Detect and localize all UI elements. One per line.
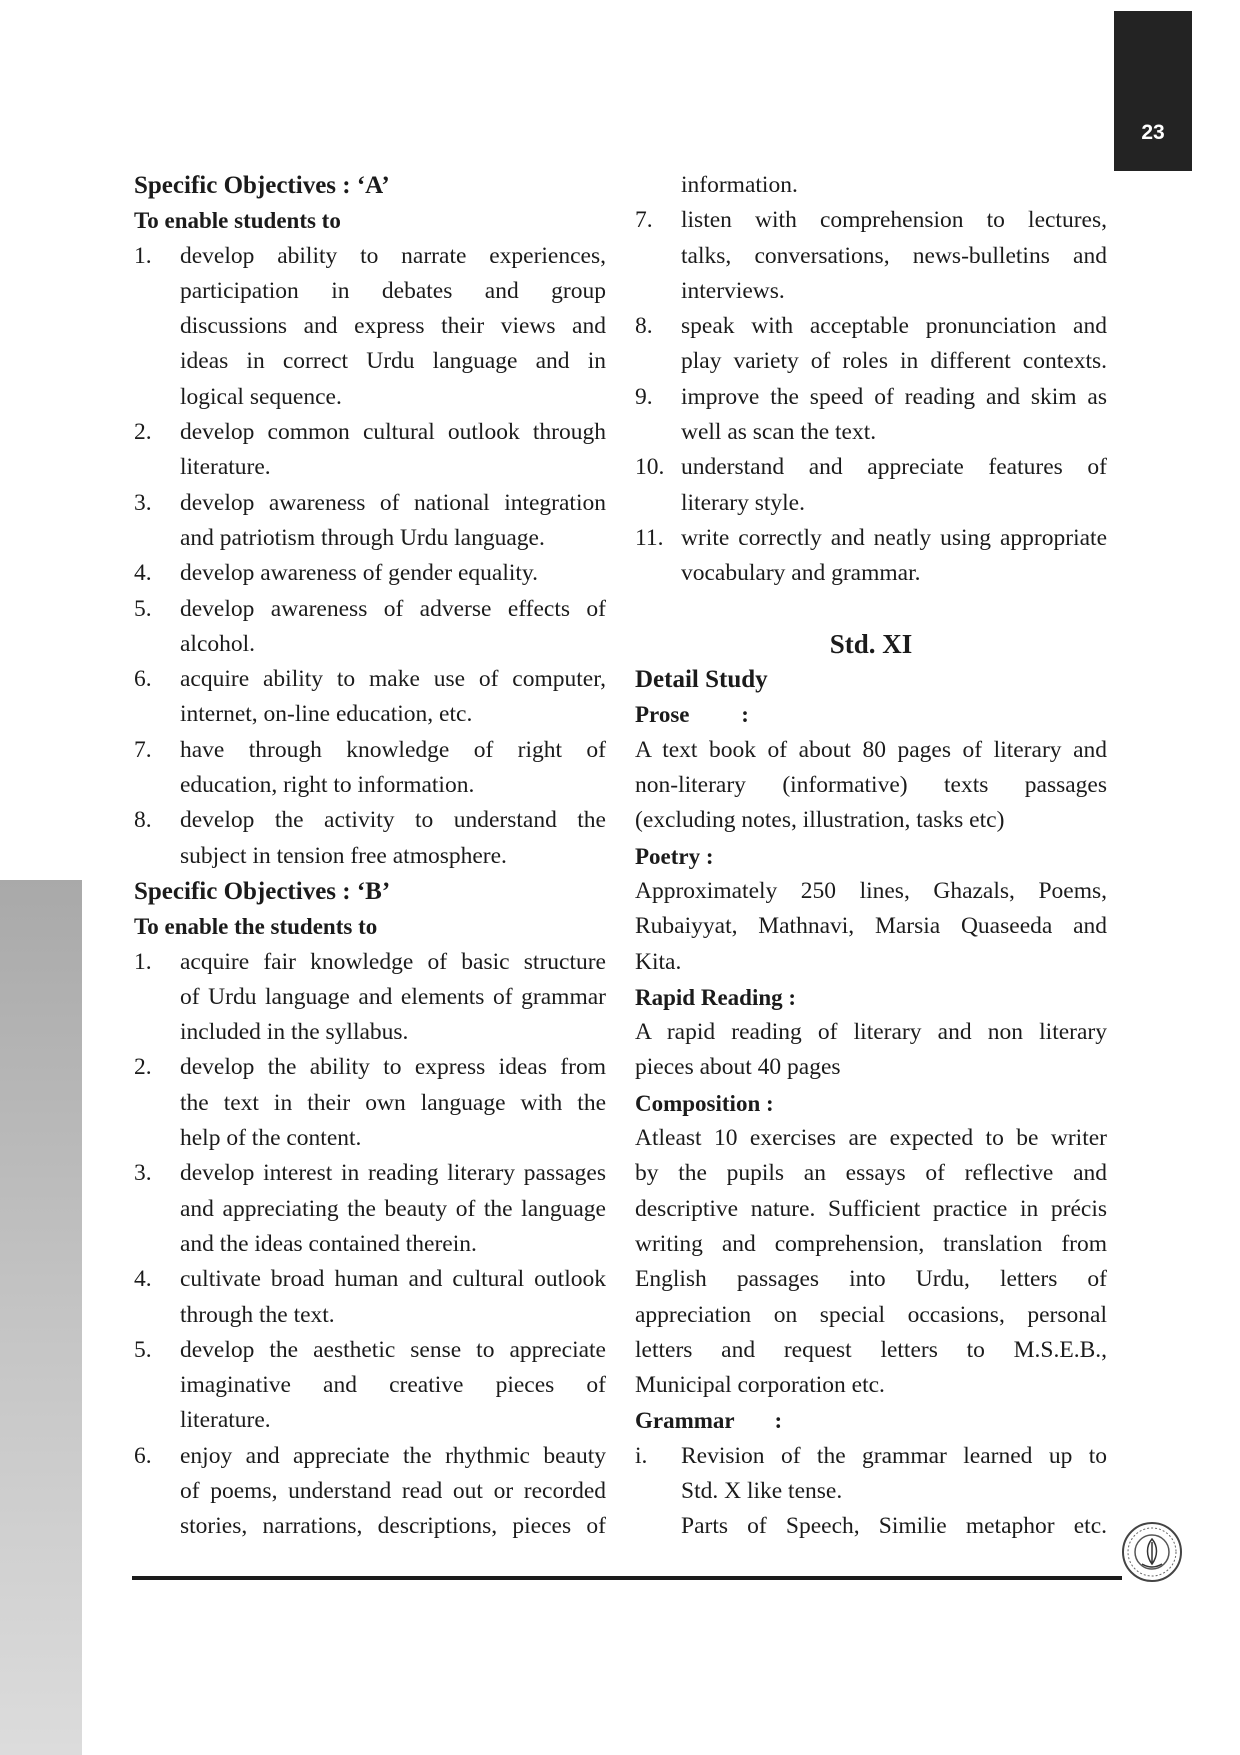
composition-line: Atleast 10 exercises are expected to be writer: [635, 1125, 1107, 1152]
objectives-a-subheading: To enable students to: [134, 208, 341, 234]
grammar-label: Grammar :: [635, 1408, 783, 1434]
composition-line: appreciation on special occasions, personal: [635, 1301, 1107, 1328]
composition-line: Municipal corporation etc.: [635, 1372, 885, 1399]
list-item: i. Revision of the grammar learned up to Std. X like tense. Parts of Speech, Similie metaphor etc.: [635, 1442, 1107, 1540]
list-item: 6. acquire ability to make use of computer, internet, on-line education, etc.: [134, 666, 606, 728]
list-item: 10. understand and appreciate features of literary style.: [635, 454, 1107, 516]
list-item: 1. develop ability to narrate experiences, participation in debates and group discussions and express their views and ideas in correct Urdu language and in logical sequence.: [134, 242, 606, 410]
poetry-label: Poetry :: [635, 843, 714, 869]
composition-label: Composition :: [635, 1090, 774, 1116]
side-margin-bar: [0, 880, 82, 1755]
prose-line: A text book of about 80 pages of literary and: [635, 736, 1107, 763]
composition-line: by the pupils an essays of reflective and: [635, 1160, 1107, 1187]
page-number: 23: [1141, 121, 1165, 144]
poetry-line: Rubaiyyat, Mathnavi, Marsia Quaseeda and: [635, 913, 1107, 940]
composition-line: descriptive nature. Sufficient practice in précis: [635, 1195, 1107, 1222]
composition-line: letters and request letters to M.S.E.B.,: [635, 1336, 1107, 1363]
list-item: 2. develop common cultural outlook through literature.: [134, 419, 606, 481]
list-item: 4. develop awareness of gender equality.: [134, 560, 539, 587]
list-item: 11. write correctly and neatly using appropriate vocabulary and grammar.: [635, 524, 1107, 587]
list-item: 1. acquire fair knowledge of basic structure of Urdu language and elements of grammar included in the syllabus.: [134, 948, 606, 1046]
list-item: 8. develop the activity to understand the subject in tension free atmosphere.: [134, 807, 606, 869]
list-item: 6. enjoy and appreciate the rhythmic beauty of poems, understand read out or recorded stories, narrations, descriptions, pieces of: [134, 1442, 606, 1540]
spacer: [635, 592, 1107, 627]
poetry-line: Kita.: [635, 948, 682, 975]
list-item: 9. improve the speed of reading and skim as well as scan the text.: [635, 383, 1107, 446]
list-item: 8. speak with acceptable pronunciation and play variety of roles in different contexts.: [635, 313, 1107, 375]
list-item: 7. listen with comprehension to lectures, talks, conversations, news-bulletins and interviews.: [635, 207, 1107, 304]
rapid-reading-line: A rapid reading of literary and non literary: [635, 1019, 1107, 1046]
emblem-seal-icon: [1120, 1520, 1184, 1584]
objectives-b-heading: Specific Objectives : ‘B’: [134, 877, 391, 905]
list-item: 7. have through knowledge of right of education, right to information.: [134, 736, 606, 799]
composition-line: writing and comprehension, translation from: [635, 1230, 1107, 1257]
prose-line: (excluding notes, illustration, tasks etc): [635, 807, 1005, 834]
poetry-line: Approximately 250 lines, Ghazals, Poems,: [635, 877, 1107, 904]
rapid-reading-label: Rapid Reading :: [635, 984, 797, 1010]
footer-rule: [132, 1576, 1122, 1580]
list-item: 3. develop interest in reading literary passages and appreciating the beauty of the language and the ideas contained therein.: [134, 1160, 606, 1257]
list-item: 3. develop awareness of national integration and patriotism through Urdu language.: [134, 489, 606, 551]
rapid-reading-line: pieces about 40 pages: [635, 1054, 841, 1081]
page-number-tab: [1114, 11, 1192, 171]
list-item: 4. cultivate broad human and cultural outlook through the text.: [134, 1266, 606, 1328]
objectives-b-subheading: To enable the students to: [134, 914, 378, 940]
list-item: 5. develop the aesthetic sense to appreciate imaginative and creative pieces of literature.: [134, 1336, 606, 1434]
list-item: 5. develop awareness of adverse effects of alcohol.: [134, 595, 606, 657]
right-column: [635, 168, 1107, 1545]
prose-line: non-literary (informative) texts passages: [635, 772, 1107, 799]
composition-line: English passages into Urdu, letters of: [635, 1266, 1107, 1293]
left-column: [134, 168, 606, 1545]
detail-study-heading: Detail Study: [635, 666, 768, 694]
objectives-a-heading: Specific Objectives : ‘A’: [134, 172, 390, 199]
std-heading: Std. XI: [829, 628, 913, 659]
prose-label: Prose :: [635, 702, 749, 728]
continued-text: information.: [681, 172, 798, 198]
list-item: 2. develop the ability to express ideas from the text in their own language with the help of the content.: [134, 1054, 606, 1152]
